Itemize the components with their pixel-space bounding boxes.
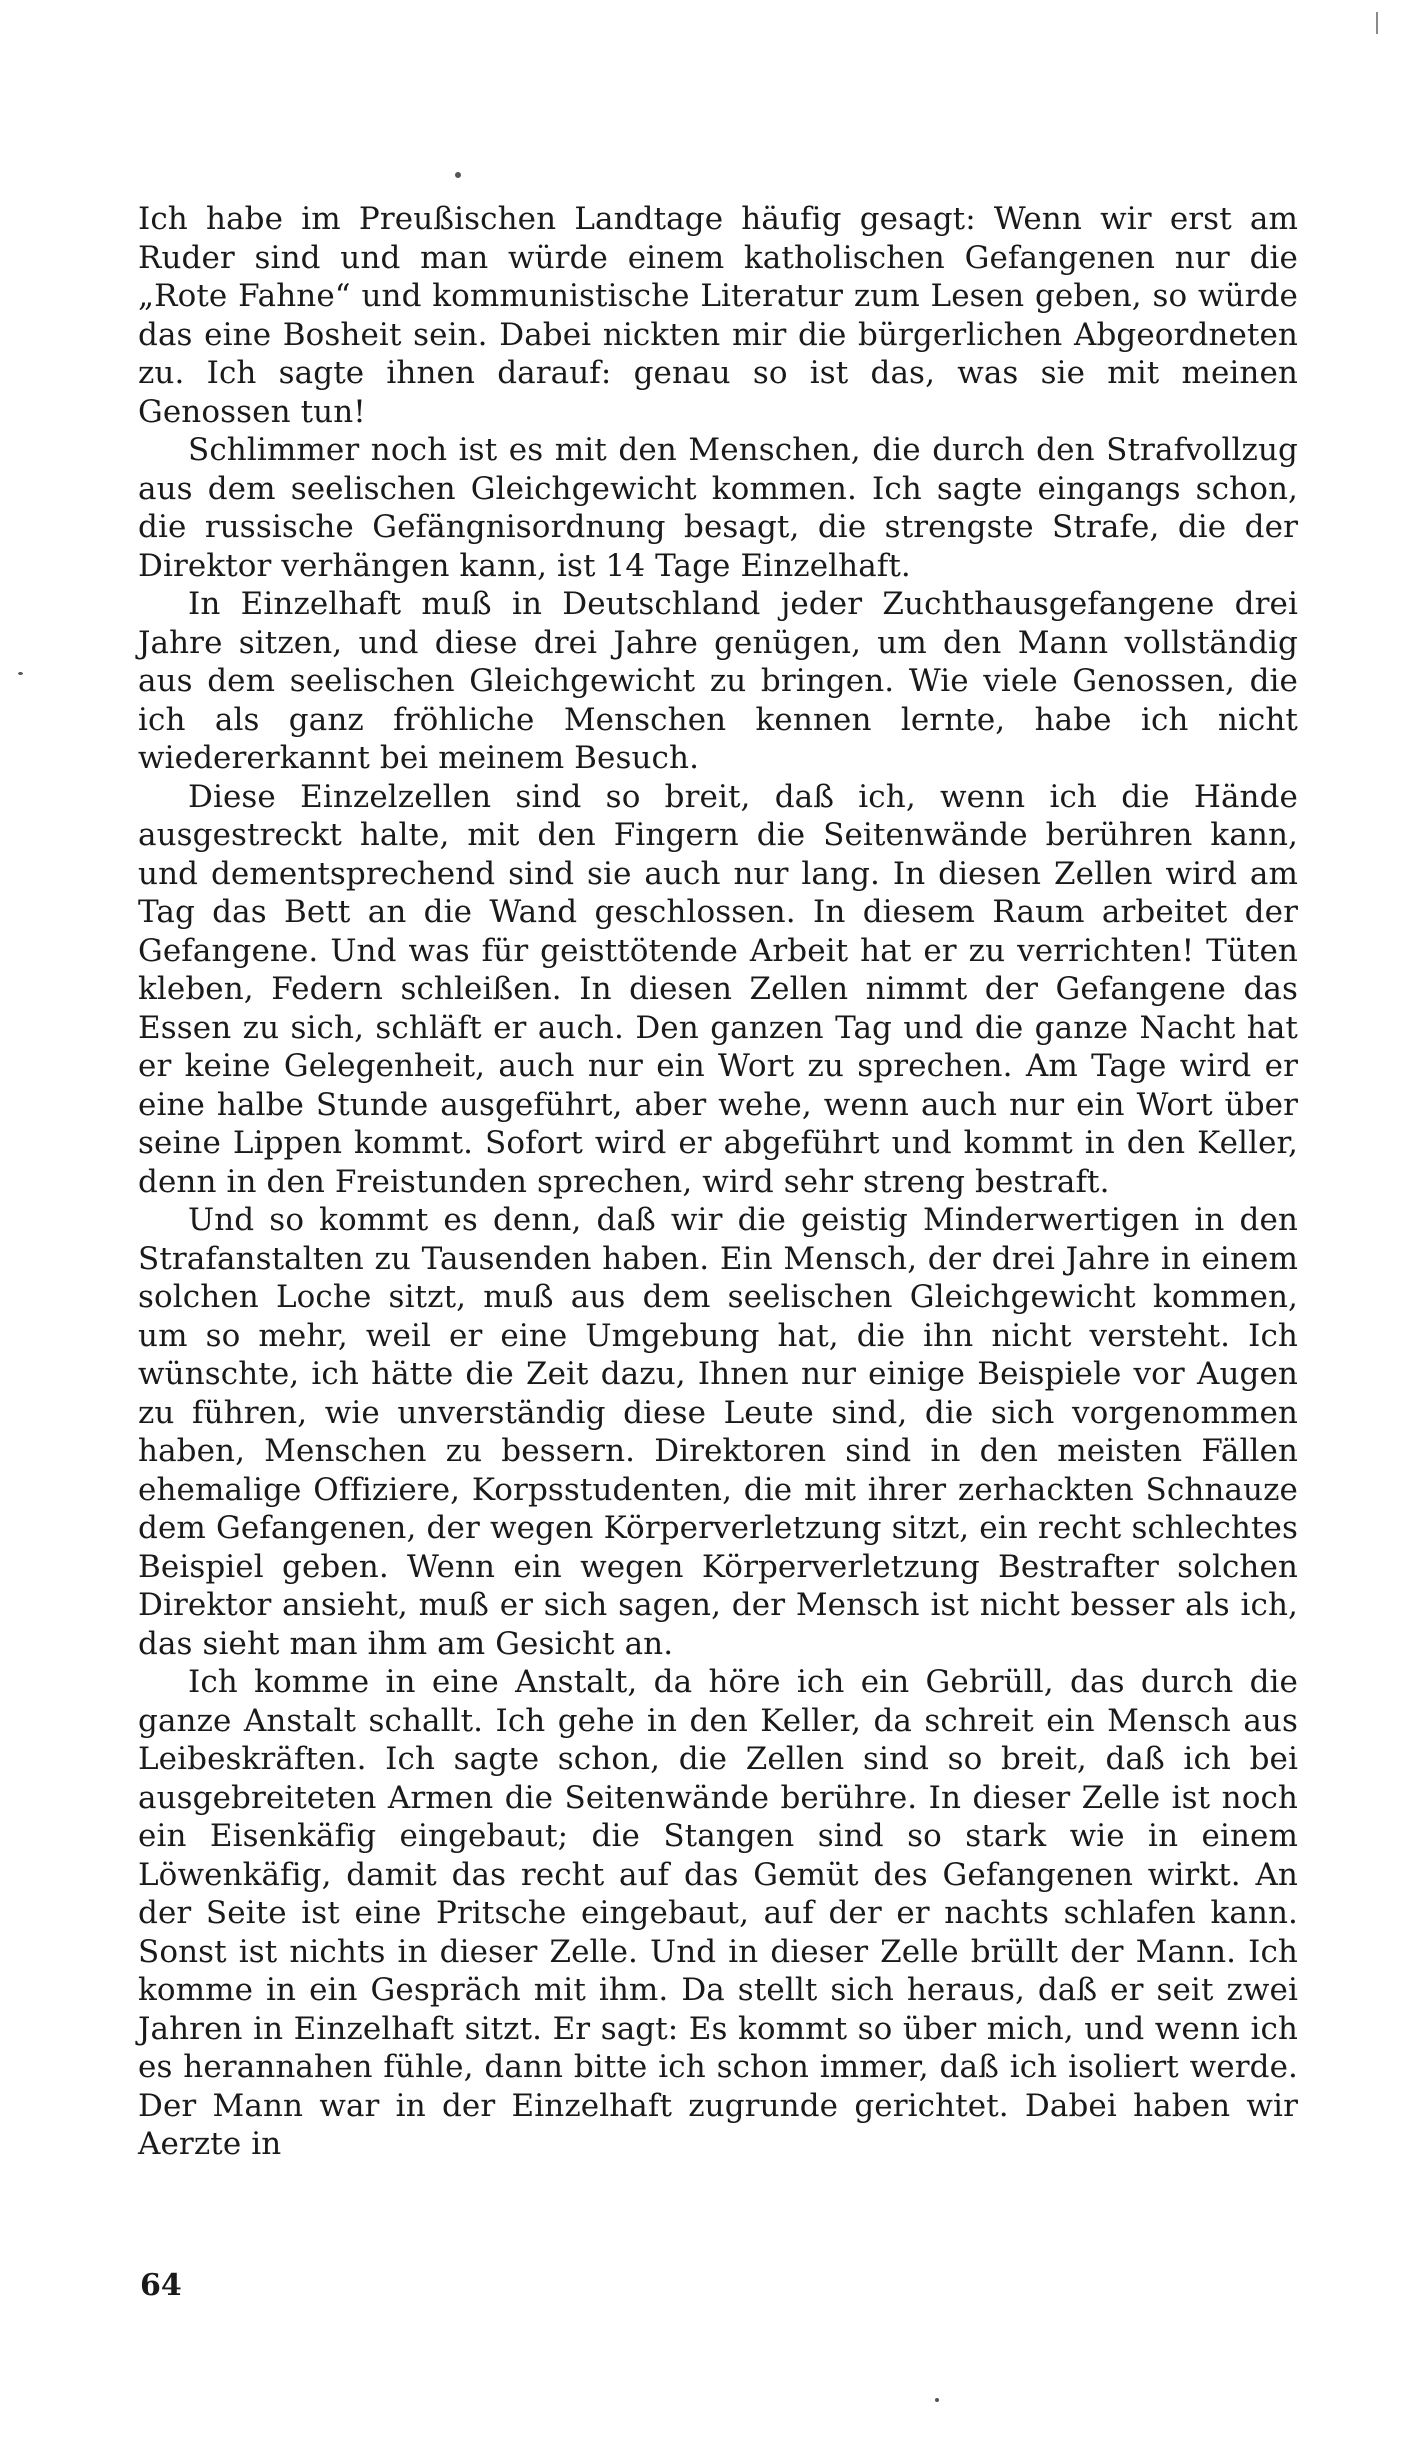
paragraph: Ich komme in eine Anstalt, da höre ich ein Gebrüll, das durch die ganze Anstalt schallt. Ich gehe in den Keller, da schreit ein Mensch aus Leibeskräften. Ich sagte schon, die Zellen sind so breit, daß ich bei ausgebreiteten Armen die Seitenwände berühre. In dieser Zelle ist noch ein Eisenkäfig eingebaut; die Stangen sind so stark wie in einem Löwenkäfig, damit das recht auf das Gemüt des Gefangenen wirkt. An der Seite ist eine Pritsche eingebaut, auf der er nachts schlafen kann. Sonst ist nichts in dieser Zelle. Und in dieser Zelle brüllt der Mann. Ich komme in ein Gespräch mit ihm. Da stellt sich heraus, daß er seit zwei Jahren in Einzelhaft sitzt. Er sagt: Es kommt so über mich, und wenn ich es herannahen fühle, dann bitte ich schon immer, daß ich isoliert werde. Der Mann war in der Einzelhaft zugrunde gerichtet. Dabei haben wir Aerzte in [138, 1664, 1298, 2162]
paragraph: Schlimmer noch ist es mit den Menschen, die durch den Strafvollzug aus dem seelischen Gleichgewicht kommen. Ich sagte eingangs schon, die russische Gefängnisordnung besagt, die strengste Strafe, die der Direktor verhängen kann, ist 14 Tage Einzelhaft. [138, 432, 1298, 584]
scan-speck [455, 172, 461, 178]
paragraph: Ich habe im Preußischen Landtage häufig gesagt: Wenn wir erst am Ruder sind und man würde einem katholischen Gefangenen nur die „Rote Fahne“ und kommunistische Literatur zum Lesen geben, so würde das eine Bosheit sein. Dabei nickten mir die bürgerlichen Abgeordneten zu. Ich sagte ihnen darauf: genau so ist das, was sie mit meinen Genossen tun! [138, 201, 1298, 430]
body-text [138, 200, 1298, 2164]
paragraph: In Einzelhaft muß in Deutschland jeder Zuchthausgefangene drei Jahre sitzen, und diese drei Jahre genügen, um den Mann vollständig aus dem seelischen Gleichgewicht zu bringen. Wie viele Genossen, die ich als ganz fröhliche Menschen kennen lernte, habe ich nicht wiedererkannt bei meinem Besuch. [138, 586, 1298, 776]
paragraph: Und so kommt es denn, daß wir die geistig Minderwertigen in den Strafanstalten zu Tausenden haben. Ein Mensch, der drei Jahre in einem solchen Loche sitzt, muß aus dem seelischen Gleichgewicht kommen, um so mehr, weil er eine Umgebung hat, die ihn nicht versteht. Ich wünschte, ich hätte die Zeit dazu, Ihnen nur einige Beispiele vor Augen zu führen, wie unverständig diese Leute sind, die sich vorgenommen haben, Menschen zu bessern. Direktoren sind in den meisten Fällen ehemalige Offiziere, Korpsstudenten, die mit ihrer zerhackten Schnauze dem Gefangenen, der wegen Körperverletzung sitzt, ein recht schlechtes Beispiel geben. Wenn ein wegen Körperverletzung Bestrafter solchen Direktor ansieht, muß er sich sagen, der Mensch ist nicht besser als ich, das sieht man ihm am Gesicht an. [138, 1202, 1298, 1662]
scan-speck [18, 672, 23, 675]
paragraph: Diese Einzelzellen sind so breit, daß ich, wenn ich die Hände ausgestreckt halte, mit den Fingern die Seitenwände berühren kann, und dementsprechend sind sie auch nur lang. In diesen Zellen wird am Tag das Bett an die Wand geschlossen. In diesem Raum arbeitet der Gefangene. Und was für geisttötende Arbeit hat er zu verrichten! Tüten kleben, Federn schleißen. In diesen Zellen nimmt der Gefangene das Essen zu sich, schläft er auch. Den ganzen Tag und die ganze Nacht hat er keine Gelegenheit, auch nur ein Wort zu sprechen. Am Tage wird er eine halbe Stunde ausgeführt, aber wehe, wenn auch nur ein Wort über seine Lippen kommt. Sofort wird er abgeführt und kommt in den Keller, denn in den Freistunden sprechen, wird sehr streng bestraft. [138, 778, 1298, 1200]
scan-edge-mark [1376, 12, 1378, 34]
scan-speck [935, 2398, 939, 2402]
page-number: 64 [140, 2268, 182, 2303]
